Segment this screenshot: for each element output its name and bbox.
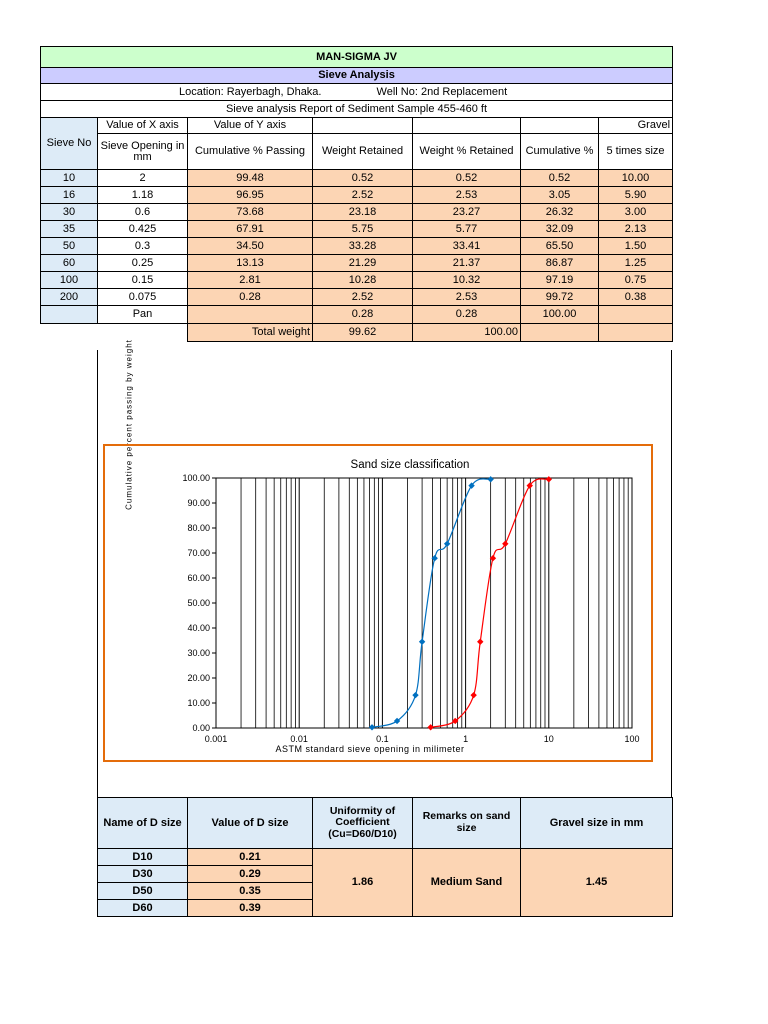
- x-tick-label: 0.1: [376, 734, 389, 744]
- chart-title: Sand size classification: [350, 459, 470, 471]
- weight-percent-cell: 10.32: [413, 272, 521, 289]
- gravel-cell: 1.25: [599, 255, 673, 272]
- y-tick-label: 50.00: [187, 598, 210, 608]
- passing-cell: [188, 306, 313, 324]
- x-tick-label: 10: [543, 734, 554, 744]
- opening-cell: 0.25: [98, 255, 188, 272]
- y-axis-vertical-label: Cumulative percent passing by weight: [124, 339, 134, 510]
- well-text: Well No: 2nd Replacement: [376, 85, 508, 98]
- gravel-cell: 5.90: [599, 187, 673, 204]
- d-value-header: Value of D size: [188, 798, 313, 849]
- sieve-no-cell: 35: [41, 221, 98, 238]
- report-subtitle: Sieve Analysis: [41, 68, 673, 84]
- d-value-cell: 0.39: [188, 900, 313, 917]
- y-tick-label: 100.00: [182, 473, 210, 483]
- data-point: [412, 692, 418, 698]
- pan-weight-retained: 0.28: [313, 306, 413, 324]
- cumulative-header: Cumulative %: [521, 134, 599, 170]
- y-tick-label: 10.00: [187, 698, 210, 708]
- weight-percent-cell: 21.37: [413, 255, 521, 272]
- sieve-no-cell: 60: [41, 255, 98, 272]
- weight-percent-cell: 2.53: [413, 187, 521, 204]
- weight-retained-cell: 0.52: [313, 170, 413, 187]
- report-name: Sieve analysis Report of Sediment Sample 455-460 ft: [41, 101, 673, 118]
- chart-region-left-border: [97, 350, 98, 798]
- data-point: [419, 639, 425, 645]
- cumulative-cell: 99.72: [521, 289, 599, 306]
- y-tick-label: 0.00: [192, 723, 210, 733]
- d-size-table: [97, 797, 673, 917]
- remarks-value: Medium Sand: [413, 849, 521, 917]
- gravel-size-header: Gravel size in mm: [521, 798, 673, 849]
- plot-area: [216, 478, 632, 728]
- opening-header: Sieve Opening in mm: [98, 134, 188, 170]
- y-tick-label: 40.00: [187, 623, 210, 633]
- total-weight-percent: 100.00: [413, 324, 521, 342]
- passing-cell: 34.50: [188, 238, 313, 255]
- sieve-no-cell: 10: [41, 170, 98, 187]
- chart-region-right-border: [671, 350, 672, 798]
- weight-retained-cell: 21.29: [313, 255, 413, 272]
- uniformity-value: 1.86: [313, 849, 413, 917]
- sieve-no-cell: 30: [41, 204, 98, 221]
- gravel-size-value: 1.45: [521, 849, 673, 917]
- cumulative-cell: 97.19: [521, 272, 599, 289]
- empty-cell: [41, 324, 98, 342]
- data-point: [546, 476, 552, 482]
- uniformity-header: Uniformity of Coefficient (Cu=D60/D10): [313, 798, 413, 849]
- weight-retained-cell: 2.52: [313, 187, 413, 204]
- weight-retained-cell: 10.28: [313, 272, 413, 289]
- y-tick-label: 30.00: [187, 648, 210, 658]
- y-tick-label: 80.00: [187, 523, 210, 533]
- d-value-cell: 0.35: [188, 883, 313, 900]
- passing-cell: 0.28: [188, 289, 313, 306]
- cumulative-cell: 65.50: [521, 238, 599, 255]
- passing-cell: 67.91: [188, 221, 313, 238]
- sieve-no-header: Sieve No: [41, 118, 98, 170]
- location-row: [41, 84, 673, 101]
- y-tick-label: 60.00: [187, 573, 210, 583]
- sieve-no-cell: [41, 306, 98, 324]
- x-axis-title: ASTM standard sieve opening in milimeter: [275, 744, 465, 754]
- weight-percent-cell: 5.77: [413, 221, 521, 238]
- gravel-cell: 1.50: [599, 238, 673, 255]
- tick-layer: [182, 473, 639, 744]
- d-name-cell: D50: [98, 883, 188, 900]
- passing-cell: 99.48: [188, 170, 313, 187]
- passing-cell: 73.68: [188, 204, 313, 221]
- pan-weight-percent: 0.28: [413, 306, 521, 324]
- opening-cell: 1.18: [98, 187, 188, 204]
- opening-cell: 0.075: [98, 289, 188, 306]
- y-tick-label: 20.00: [187, 673, 210, 683]
- sieve-no-cell: 16: [41, 187, 98, 204]
- weight-percent-cell: 23.27: [413, 204, 521, 221]
- sieve-no-cell: 50: [41, 238, 98, 255]
- gravel-cell: [599, 306, 673, 324]
- data-point: [487, 476, 493, 482]
- grid-layer: [212, 478, 632, 728]
- y-axis-header: Value of Y axis: [188, 118, 313, 134]
- x-tick-label: 1: [463, 734, 469, 744]
- total-gravel: [599, 324, 673, 342]
- passing-header: Cumulative % Passing: [188, 134, 313, 170]
- gravel-header: Gravel: [599, 118, 673, 134]
- sieve-analysis-table: [40, 46, 673, 342]
- sieve-no-cell: 100: [41, 272, 98, 289]
- five-times-header: 5 times size: [599, 134, 673, 170]
- x-axis-header: Value of X axis: [98, 118, 188, 134]
- weight-retained-cell: 5.75: [313, 221, 413, 238]
- d-name-cell: D60: [98, 900, 188, 917]
- data-point: [502, 541, 508, 547]
- gravel-cell: 0.75: [599, 272, 673, 289]
- cumulative-cell: 86.87: [521, 255, 599, 272]
- cumulative-cell: 26.32: [521, 204, 599, 221]
- weight-percent-header: Weight % Retained: [413, 134, 521, 170]
- pan-label: Pan: [98, 306, 188, 324]
- weight-retained-cell: 23.18: [313, 204, 413, 221]
- report-title: MAN-SIGMA JV: [41, 47, 673, 68]
- passing-cell: 96.95: [188, 187, 313, 204]
- weight-percent-cell: 33.41: [413, 238, 521, 255]
- weight-percent-cell: 2.53: [413, 289, 521, 306]
- opening-cell: 2: [98, 170, 188, 187]
- chart-frame: [103, 444, 653, 762]
- passing-cell: 2.81: [188, 272, 313, 289]
- x-tick-label: 100: [624, 734, 640, 744]
- series-line-2: [431, 479, 549, 727]
- y-tick-label: 90.00: [187, 498, 210, 508]
- sand-size-chart: [105, 446, 651, 760]
- gravel-cell: 0.38: [599, 289, 673, 306]
- total-cumulative: [521, 324, 599, 342]
- empty-cell: [98, 324, 188, 342]
- opening-cell: 0.15: [98, 272, 188, 289]
- d-value-cell: 0.21: [188, 849, 313, 866]
- sieve-no-cell: 200: [41, 289, 98, 306]
- cumulative-cell: 3.05: [521, 187, 599, 204]
- gravel-cell: 3.00: [599, 204, 673, 221]
- opening-cell: 0.425: [98, 221, 188, 238]
- weight-retained-cell: 2.52: [313, 289, 413, 306]
- weight-percent-cell: 0.52: [413, 170, 521, 187]
- total-weight-retained: 99.62: [313, 324, 413, 342]
- series-line-1: [372, 479, 491, 727]
- gravel-cell: 10.00: [599, 170, 673, 187]
- data-point: [470, 692, 476, 698]
- x-tick-label: 0.01: [290, 734, 308, 744]
- series-layer: [369, 476, 552, 730]
- weight-retained-header: Weight Retained: [313, 134, 413, 170]
- location-text: Location: Rayerbagh, Dhaka.: [179, 85, 322, 98]
- blank-header: [313, 118, 413, 134]
- d-value-cell: 0.29: [188, 866, 313, 883]
- opening-cell: 0.3: [98, 238, 188, 255]
- remarks-header: Remarks on sand size: [413, 798, 521, 849]
- d-name-cell: D30: [98, 866, 188, 883]
- blank-header: [413, 118, 521, 134]
- blank-header: [521, 118, 599, 134]
- data-point: [444, 541, 450, 547]
- cumulative-cell: 32.09: [521, 221, 599, 238]
- gravel-cell: 2.13: [599, 221, 673, 238]
- weight-retained-cell: 33.28: [313, 238, 413, 255]
- data-point: [477, 639, 483, 645]
- x-tick-label: 0.001: [204, 734, 228, 744]
- y-tick-label: 70.00: [187, 548, 210, 558]
- d-name-header: Name of D size: [98, 798, 188, 849]
- passing-cell: 13.13: [188, 255, 313, 272]
- pan-cumulative: 100.00: [521, 306, 599, 324]
- opening-cell: 0.6: [98, 204, 188, 221]
- cumulative-cell: 0.52: [521, 170, 599, 187]
- d-name-cell: D10: [98, 849, 188, 866]
- total-weight-label: Total weight: [188, 324, 313, 342]
